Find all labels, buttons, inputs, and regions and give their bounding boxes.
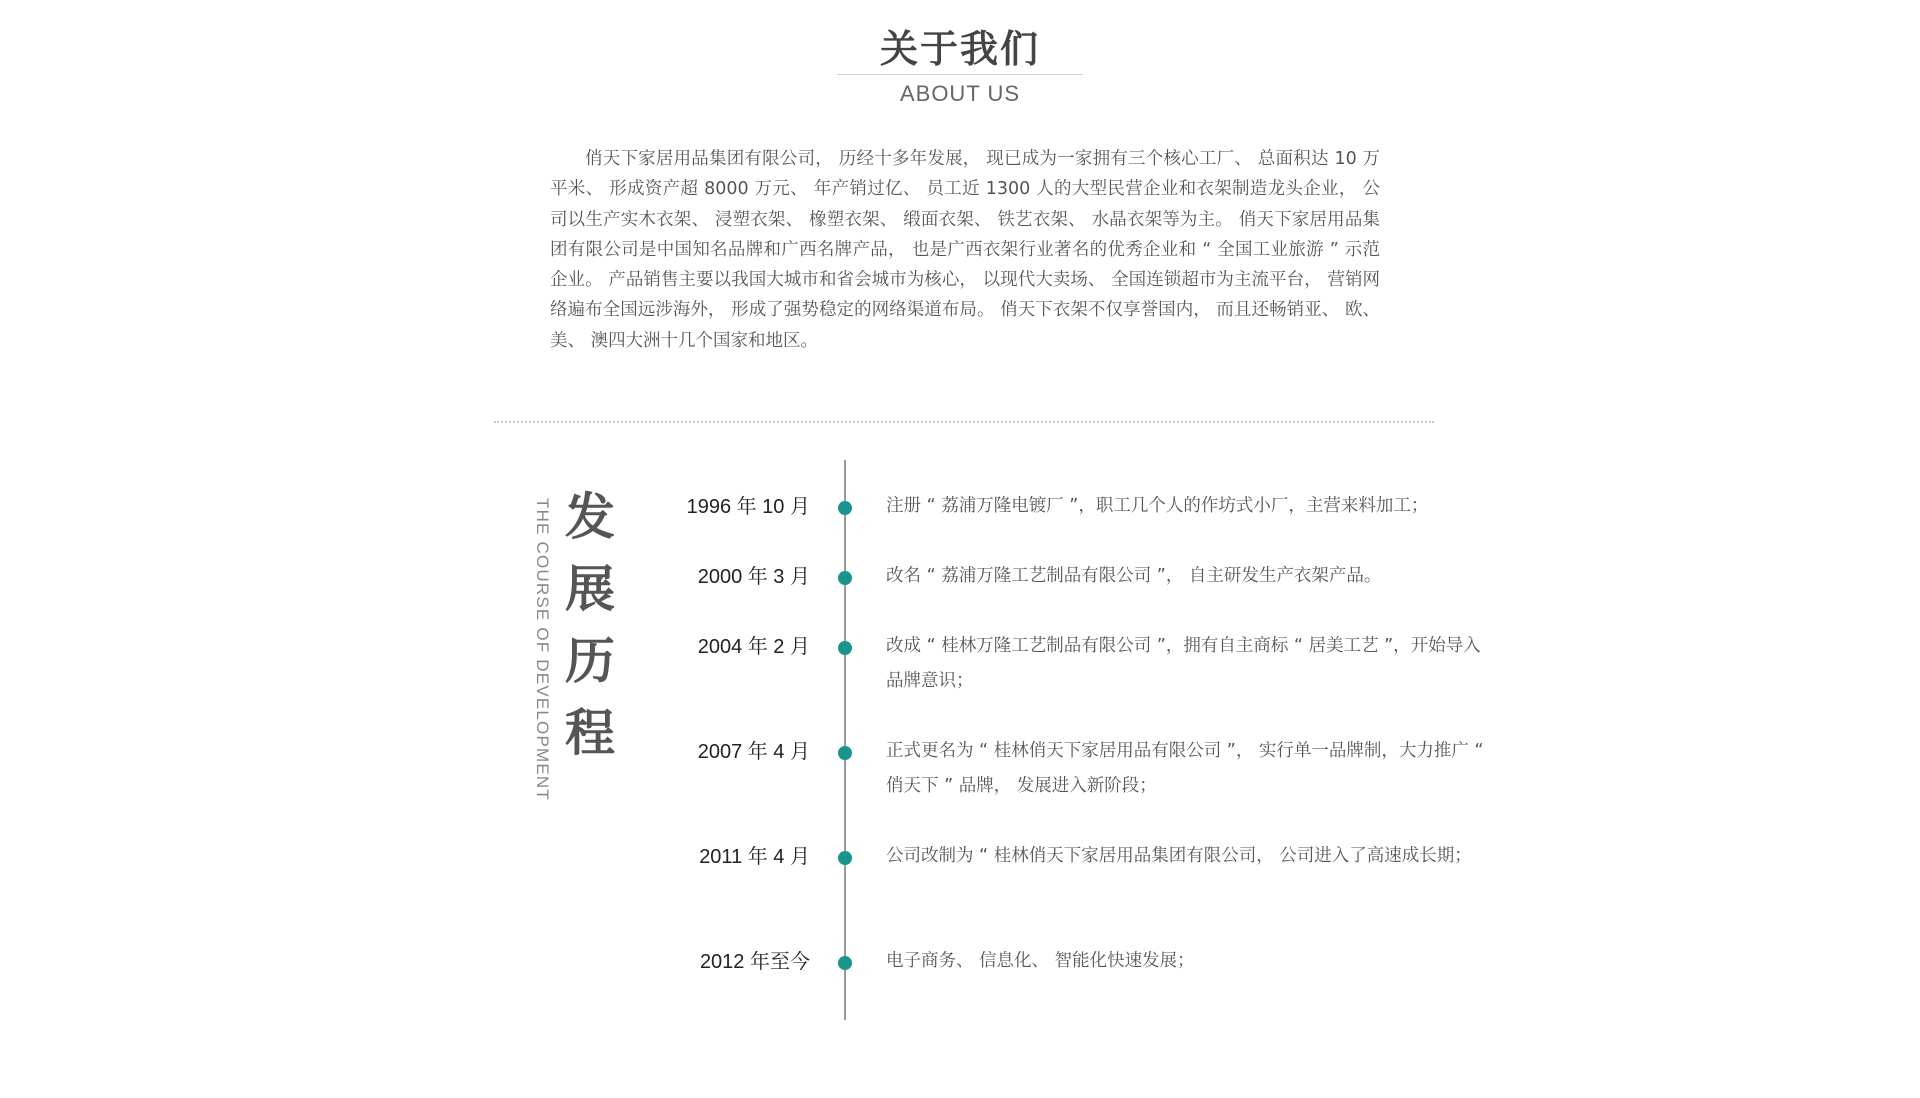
timeline-dot-icon xyxy=(838,746,852,760)
title-underline xyxy=(837,74,1083,75)
event-date: 2007 年 4 月 xyxy=(697,741,810,763)
event-date: 2012 年至今 xyxy=(699,951,810,973)
event-description: 公司改制为 “ 桂林俏天下家居用品集团有限公司， 公司进入了高速成长期； xyxy=(886,846,1472,866)
development-title-zh: 发展历程 xyxy=(557,490,616,778)
page-title: 关于我们 xyxy=(879,27,1040,71)
event-description: 改名 “ 荔浦万隆工艺制品有限公司 ”， 自主研发生产衣架产品。 xyxy=(886,566,1382,586)
timeline-axis xyxy=(844,460,846,1020)
about-header xyxy=(0,26,1920,107)
event-description: 注册 “ 荔浦万隆电镀厂 ”，职工几个人的作坊式小厂，主营来料加工； xyxy=(886,496,1429,516)
section-divider xyxy=(494,421,1434,423)
event-date: 1996 年 10 月 xyxy=(686,496,810,518)
timeline-dot-icon xyxy=(838,571,852,585)
timeline-dot-icon xyxy=(838,641,852,655)
development-title-en: THE COURSE OF DEVELOPMENT xyxy=(533,498,552,801)
company-intro: 俏天下家居用品集团有限公司， 历经十多年发展， 现已成为一家拥有三个核心工厂、 总面积达 10 万平米、 形成资产超 8000 万元、 年产销过亿、 员工近 1300 人的大型民营企业和衣架制造龙头企业， 公司以生产实木衣架、 浸塑衣架、 橡塑衣架、 缎面衣架、 铁艺衣架、 水晶衣架等为主。 俏天下家居用品集团有限公司是中国知名品牌和广西名牌产品， 也是广西衣架行业著名的优秀企业和 “ 全国工业旅游 ” 示范企业。 产品销售主要以我国大城市和省会城市为核心， 以现代大卖场、 全国连锁超市为主流平台， 营销网络遍布全国远涉海外， 形成了强势稳定的网络渠道布局。 俏天下衣架不仅享誉国内， 而且还畅销亚、 欧、 美、 澳四大洲十几个国家和地区。 xyxy=(550,149,1380,351)
timeline-dot-icon xyxy=(838,501,852,515)
event-description: 电子商务、 信息化、 智能化快速发展； xyxy=(886,951,1195,971)
timeline-dot-icon xyxy=(838,851,852,865)
event-date: 2004 年 2 月 xyxy=(697,636,810,658)
event-date: 2011 年 4 月 xyxy=(699,846,810,868)
event-description: 正式更名为 “ 桂林俏天下家居用品有限公司 ”， 实行单一品牌制，大力推广 “ 俏天下 ” 品牌， 发展进入新阶段； xyxy=(886,741,1484,796)
event-date: 2000 年 3 月 xyxy=(697,566,810,588)
page-subtitle: ABOUT US xyxy=(899,81,1021,106)
timeline-dot-icon xyxy=(838,956,852,970)
event-description: 改成 “ 桂林万隆工艺制品有限公司 ”，拥有自主商标 “ 居美工艺 ”，开始导入品牌意识； xyxy=(886,636,1481,691)
